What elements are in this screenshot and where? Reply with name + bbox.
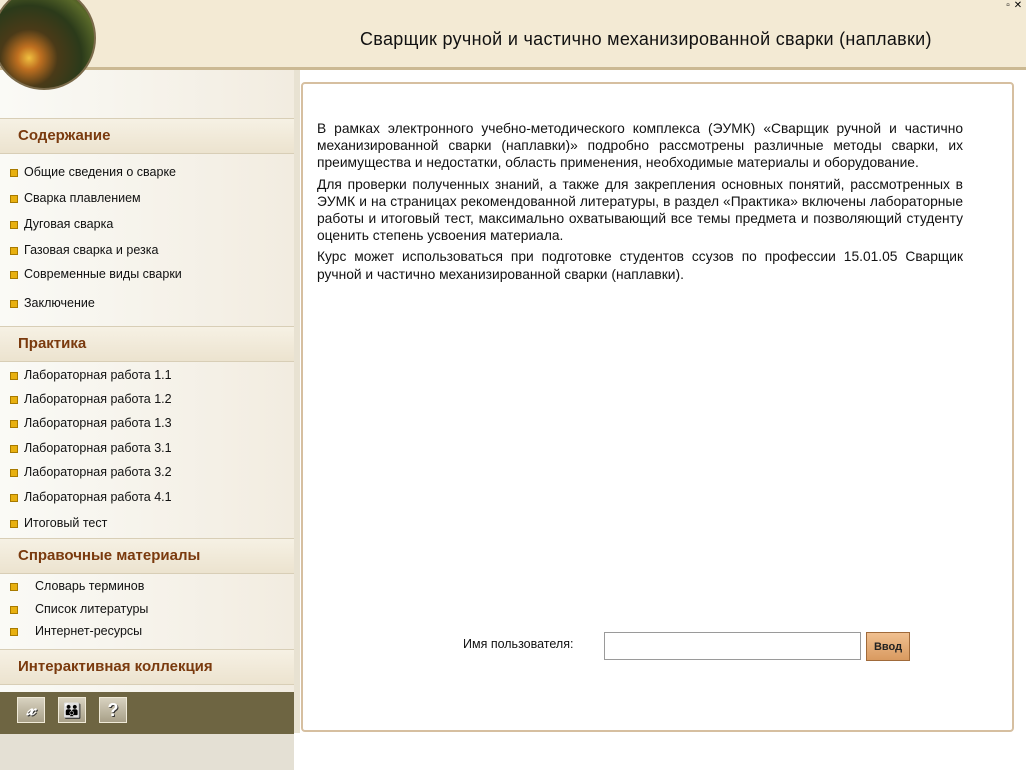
username-label: Имя пользователя: — [463, 637, 574, 651]
intro-paragraph-2: Для проверки полученных знаний, а также для закрепления основных понятий, рассмотренных в ЭУМК и на страницах рекомендованной литературы, в раздел «Практика» включены лабораторные работы и итоговый тест, максимально охватывающий все темы предмета и позволяющий студенту оценить степень усвоения материала. — [317, 176, 963, 244]
bullet-icon — [10, 628, 18, 636]
bullet-icon — [10, 583, 18, 591]
enter-button[interactable]: Ввод — [866, 632, 910, 661]
sidebar-item-lab-1-3[interactable]: Лабораторная работа 1.3 — [10, 416, 172, 430]
username-input[interactable] — [604, 632, 861, 660]
intro-paragraph-3: Курс может использоваться при подготовке студентов ссузов по профессии 15.01.05 Сварщик ручной и частично механизированной сварки (наплавки). — [317, 249, 963, 282]
bullet-icon — [10, 300, 18, 308]
sidebar-item-modern[interactable]: Современные виды сварки — [10, 267, 182, 281]
sidebar-item-general[interactable]: Общие сведения о сварке — [10, 165, 176, 179]
bullet-icon — [10, 445, 18, 453]
sidebar-item-lab-1-2[interactable]: Лабораторная работа 1.2 — [10, 392, 172, 406]
sidebar-item-literature[interactable]: Список литературы — [10, 602, 148, 616]
bullet-icon — [10, 195, 18, 203]
app-title: Сварщик ручной и частично механизированной сварки (наплавки) — [360, 29, 932, 49]
close-icon[interactable]: ✕ — [1013, 0, 1023, 11]
bullet-icon — [10, 247, 18, 255]
bullet-icon — [10, 271, 18, 279]
section-reference[interactable]: Справочные материалы — [0, 538, 294, 574]
bullet-icon — [10, 494, 18, 502]
sidebar-item-conclusion[interactable]: Заключение — [10, 296, 95, 310]
bullet-icon — [10, 372, 18, 380]
section-contents[interactable]: Содержание — [0, 118, 294, 154]
sidebar-item-gas[interactable]: Газовая сварка и резка — [10, 243, 158, 257]
people-icon[interactable]: 👪 — [58, 697, 86, 723]
sidebar-item-fusion[interactable]: Сварка плавлением — [10, 191, 141, 205]
bullet-icon — [10, 420, 18, 428]
sidebar-item-lab-4-1[interactable]: Лабораторная работа 4.1 — [10, 490, 172, 504]
sidebar-item-internet[interactable]: Интернет-ресурсы — [10, 624, 142, 638]
sidebar-item-lab-3-2[interactable]: Лабораторная работа 3.2 — [10, 465, 172, 479]
bullet-icon — [10, 169, 18, 177]
bullet-icon — [10, 469, 18, 477]
bottom-strip — [294, 733, 1026, 770]
sidebar-toolbar — [0, 692, 294, 734]
x-icon[interactable]: 𝓍 — [17, 697, 45, 723]
window-controls — [1003, 1, 1023, 11]
sidebar-item-lab-1-1[interactable]: Лабораторная работа 1.1 — [10, 368, 172, 382]
app-header — [0, 0, 1026, 70]
bullet-icon — [10, 520, 18, 528]
sidebar-item-arc[interactable]: Дуговая сварка — [10, 217, 113, 231]
intro-paragraph-1: В рамках электронного учебно-методического комплекса (ЭУМК) «Сварщик ручной и частично механизированной сварки (наплавки)» подробно рассмотрены различные методы сварки, их преимущества и недостатки, область применения, необходимые материалы и оборудование. — [317, 121, 963, 171]
sidebar-footer — [0, 734, 294, 770]
restore-icon[interactable]: ▫ — [1006, 0, 1010, 11]
content-panel — [301, 82, 1014, 732]
sidebar-item-glossary[interactable]: Словарь терминов — [10, 579, 144, 593]
sidebar-item-final-test[interactable]: Итоговый тест — [10, 516, 107, 530]
section-interactive[interactable]: Интерактивная коллекция — [0, 649, 294, 685]
intro-text — [317, 120, 963, 287]
section-practice[interactable]: Практика — [0, 326, 294, 362]
bullet-icon — [10, 396, 18, 404]
sidebar-item-lab-3-1[interactable]: Лабораторная работа 3.1 — [10, 441, 172, 455]
help-icon[interactable]: ? — [99, 697, 127, 723]
bullet-icon — [10, 221, 18, 229]
bullet-icon — [10, 606, 18, 614]
sidebar-divider — [294, 70, 300, 770]
